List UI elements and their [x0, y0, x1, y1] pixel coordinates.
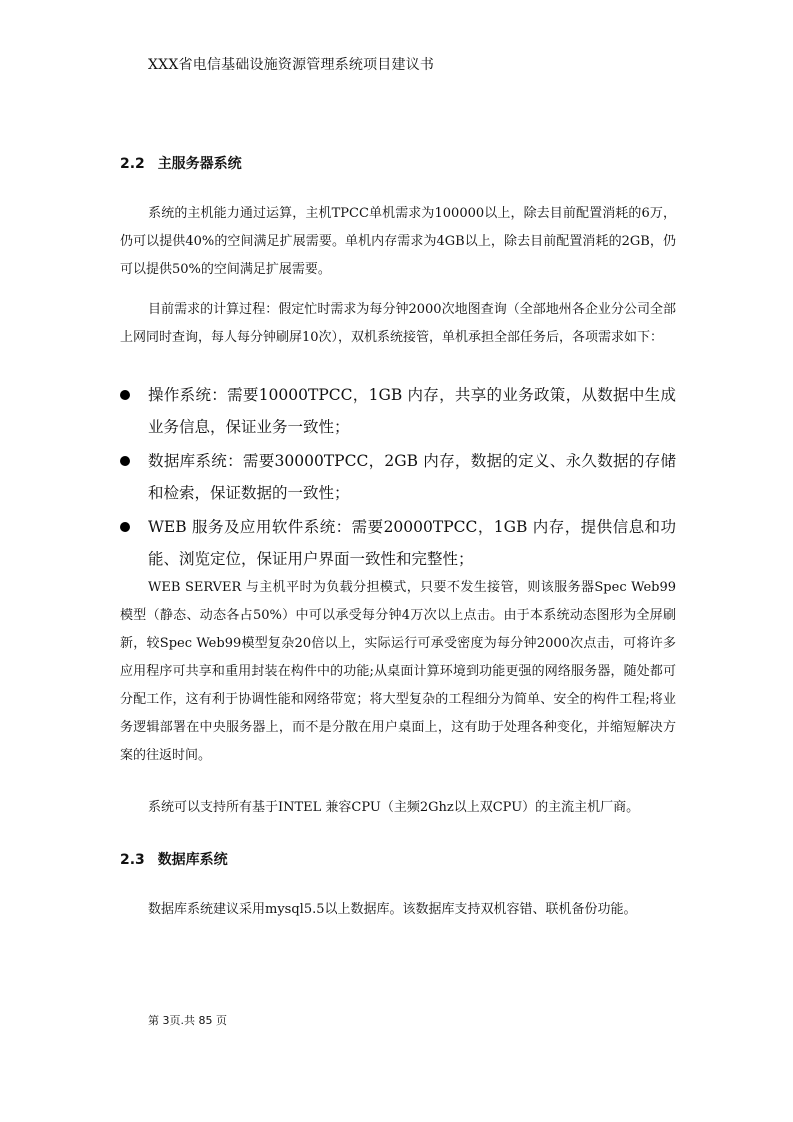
section-title: 主服务器系统	[157, 156, 242, 172]
paragraph-calculation	[120, 296, 676, 352]
paragraph-text: 数据库系统建议采用mysql5.5以上数据库。该数据库支持双机容错、联机备份功能。	[148, 902, 637, 917]
document-header: XXX省电信基础设施资源管理系统项目建议书	[148, 57, 435, 73]
bullet-icon	[120, 456, 130, 466]
paragraph-web-server	[120, 574, 676, 770]
section-heading-2-3	[120, 849, 228, 869]
list-item: 操作系统：需要10000TPCC，1GB 内存，共享的业务政策，从数据中生成业务信息，保证业务一致性；	[120, 379, 676, 443]
page-footer: 第 3页.共 85 页	[148, 1014, 227, 1027]
paragraph-host-capacity	[120, 200, 676, 284]
section-number: 2.3	[120, 852, 145, 868]
paragraph-database	[120, 896, 676, 924]
section-title: 数据库系统	[157, 852, 228, 868]
paragraph-cpu-support	[120, 794, 676, 822]
paragraph-text: 系统可以支持所有基于INTEL 兼容CPU（主频2Ghz以上双CPU）的主流主机厂商。	[148, 800, 640, 815]
section-number: 2.2	[120, 156, 145, 172]
paragraph-text: WEB SERVER 与主机平时为负载分担模式，只要不发生接管，则该服务器Spec Web99模型（静态、动态各占50%）中可以承受每分钟4万次以上点击。由于本系统动态图形为全屏刷新，较Spec Web99模型复杂20倍以上，实际运行可承受密度为每分钟2000次点击，可将许多应用程序可共享和重用封装在构件中的功能;从桌面计算环境到功能更强的网络服务器，随处都可分配工作，这有利于协调性能和网络带宽；将大型复杂的工程细分为简单、安全的构件工程;将业务逻辑部署在中央服务器上，而不是分散在用户桌面上，这有助于处理各种变化，并缩短解决方案的往返时间。	[120, 580, 676, 763]
list-item: 数据库系统：需要30000TPCC，2GB 内存，数据的定义、永久数据的存储和检索，保证数据的一致性；	[120, 445, 676, 509]
list-item: WEB 服务及应用软件系统：需要20000TPCC，1GB 内存，提供信息和功能、浏览定位，保证用户界面一致性和完整性；	[120, 511, 676, 575]
section-heading-2-2	[120, 153, 242, 173]
paragraph-text: 系统的主机能力通过运算，主机TPCC单机需求为100000以上，除去目前配置消耗的6万，仍可以提供40%的空间满足扩展需要。单机内存需求为4GB以上，除去目前配置消耗的2GB，仍可以提供50%的空间满足扩展需要。	[120, 206, 676, 277]
bullet-icon	[120, 522, 130, 532]
paragraph-text: 目前需求的计算过程：假定忙时需求为每分钟2000次地图查询（全部地州各企业分公司全部上网同时查询，每人每分钟刷屏10次），双机系统接管，单机承担全部任务后，各项需求如下：	[120, 302, 676, 345]
requirements-list	[120, 379, 676, 575]
bullet-icon	[120, 390, 130, 400]
